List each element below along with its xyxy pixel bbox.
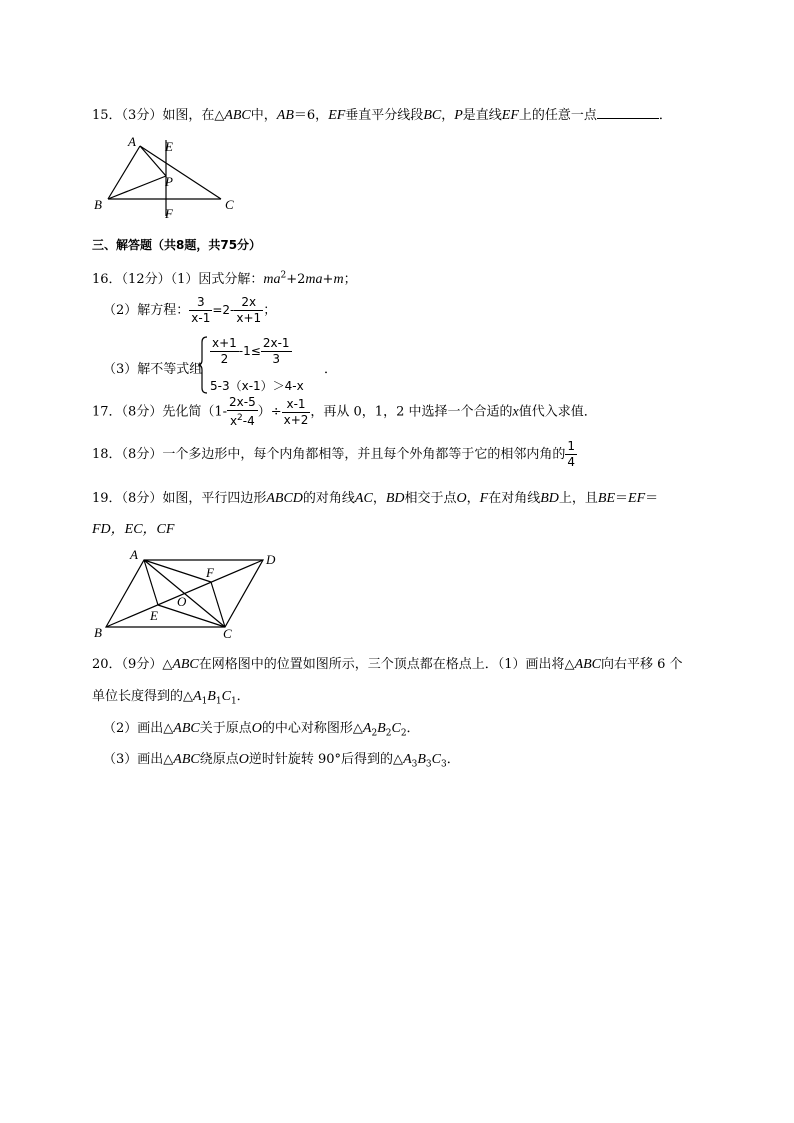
fraction: $\frac{2x-5}{x^2-4}$ (229, 395, 256, 428)
segment-ec (158, 605, 225, 627)
inequality-2: 5-3（x-1）＞4-x (210, 379, 304, 393)
question-20-part3: （3）画出△ABC绕原点O逆时针旋转 90°后得到的$\triangle A_3B_3C_3$． (103, 752, 460, 770)
question-18: 18．（8分）一个多边形中，每个内角都相等，并且每个外角都等于它的相邻内角的 $\frac{1}{4}$ (92, 439, 575, 469)
answer-blank[interactable] (597, 105, 659, 119)
figure-q15-triangle (88, 132, 248, 224)
segment-af (144, 560, 211, 582)
label-o: O (177, 594, 187, 609)
fraction: $\frac{x-1}{x+2}$ (283, 396, 309, 427)
fraction: $\frac{x+1}{2}$ (212, 336, 237, 366)
question-16-part1: 16．（12分）（1）因式分解：$ma^2+2ma+m$； (92, 270, 357, 287)
question-20: 20．（9分）△ABC在网格图中的位置如图所示，三个顶点都在格点上．（1）画出将△ABC向右平移 6 个 (92, 657, 683, 672)
segment-ab (108, 146, 140, 199)
label-a: A (128, 134, 136, 149)
fraction: $\frac{2x-1}{3}$ (262, 336, 290, 366)
figure-q19-parallelogram (88, 544, 288, 644)
inequality-1: $\frac{x+1}{2}$ -1≤ $\frac{2x-1}{3}$ (212, 336, 290, 366)
label-c: C (225, 197, 234, 212)
question-19-line2: FD，EC，CF (92, 522, 175, 537)
fraction: $\frac{2x}{x+1}$ (236, 295, 262, 325)
question-20-part2: （2）画出△ABC关于原点O的中心对称图形$\triangle A_2B_2C_2$． (103, 721, 420, 739)
label-f: F (206, 565, 214, 580)
segment-fc (211, 582, 225, 627)
segment-pb (108, 176, 166, 199)
label-c: C (223, 626, 232, 641)
question-16-part2: （2）解方程： $\frac{3}{x-1}$ =2- $\frac{2x}{x+1}$ ； (103, 295, 277, 325)
label-b: B (94, 197, 102, 212)
question-17: 17．（8分）先化简（1- $\frac{2x-5}{x^2-4}$ ）÷ $\frac{x-1}{x+2}$ ，再从 0，1，2 中选择一个合适的x值代入求值． (92, 395, 597, 428)
question-20-line2: 单位长度得到的$\triangle A_1B_1C_1$． (92, 689, 250, 707)
question-19: 19．（8分）如图，平行四边形ABCD的对角线AC，BD相交于点O，F在对角线BD上，且BE＝EF＝ (92, 491, 659, 506)
label-e: E (165, 139, 173, 154)
label-e: E (150, 608, 158, 623)
label-b: B (94, 625, 102, 640)
label-d: D (266, 552, 276, 567)
question-16-part3-label: （3）解不等式组 (103, 362, 203, 377)
fraction: $\frac{3}{x-1}$ (191, 295, 211, 325)
question-15: 15．（3分）如图，在△ABC中，AB＝6，EF垂直平分线段BC，P是直线EF上的任意一点 ． (92, 104, 672, 124)
label-a: A (130, 547, 138, 562)
fraction: $\frac{1}{4}$ (567, 439, 575, 469)
label-p: P (165, 174, 173, 189)
section-heading: 三、解答题（共8题，共75分） (92, 238, 262, 252)
inequality-end: ． (324, 362, 338, 377)
segment-ac (140, 146, 221, 199)
brace-icon (198, 336, 208, 394)
segment-ae (144, 560, 158, 605)
label-f: F (165, 206, 173, 221)
